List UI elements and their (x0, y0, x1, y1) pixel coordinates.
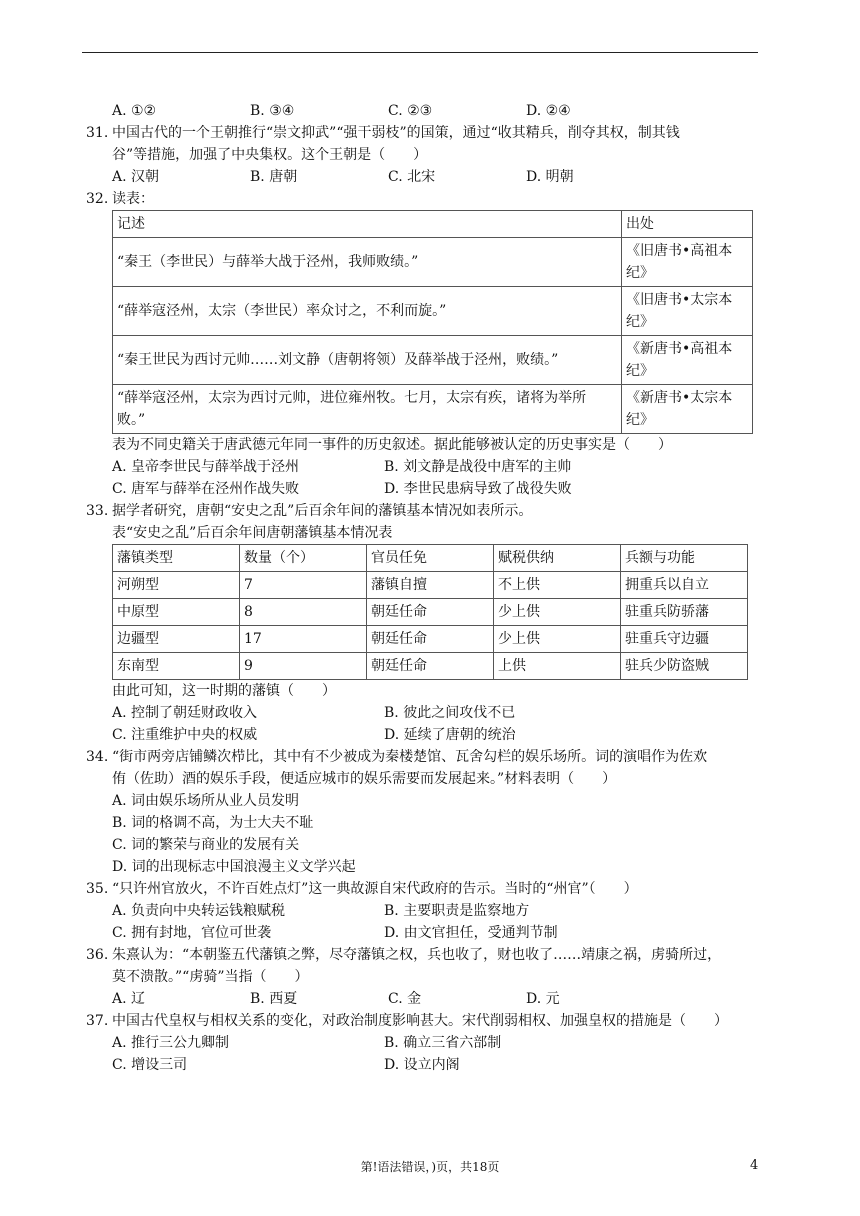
option-b: B. 确立三省六部制 (384, 1035, 502, 1051)
table-row (113, 336, 753, 385)
fanzhen-table (112, 544, 748, 680)
question-32 (86, 188, 762, 210)
question-text: “只许州官放火，不许百姓点灯”这一典故源自宋代政府的告示。当时的“州官”（ ） (112, 881, 638, 897)
option-d: D. 由文官担任，受通判节制 (384, 925, 558, 941)
table-cell (622, 238, 753, 287)
table-cell: 少上供 (494, 599, 621, 626)
page-content (86, 100, 762, 1076)
table-header-row (113, 545, 748, 572)
option-a: A. 皇帝李世民与薛举战于泾州 (112, 459, 300, 475)
table-cell: “薛举寇泾州，太宗（李世民）率众讨之，不利而旋。” (113, 287, 622, 336)
option-a: A. 辽 (112, 991, 146, 1007)
option-c: C. 唐军与薛举在泾州作战失败 (112, 481, 300, 497)
table-cell: “秦王（李世民）与薛举大战于泾州，我师败绩。” (113, 238, 622, 287)
question-33 (86, 500, 762, 522)
table-cell: 朝廷任命 (367, 626, 494, 653)
source-line: 《旧唐书•高祖本 (626, 243, 733, 259)
question-number: 37. (86, 1013, 109, 1029)
option-c: C. 增设三司 (112, 1057, 188, 1073)
table-cell: 拥重兵以自立 (621, 572, 748, 599)
question-text: “街市两旁店铺鳞次栉比，其中有不少被成为秦楼楚馆、瓦舍勾栏的娱乐场所。词的演唱作为佐欢 (112, 749, 708, 765)
table-cell: 少上供 (494, 626, 621, 653)
table-row (113, 572, 748, 599)
footer-page-info: 第!语法错误，)页，共18页 (360, 1160, 500, 1174)
table-cell: 朝廷任命 (367, 653, 494, 680)
table-header-cell: 兵额与功能 (621, 545, 748, 572)
header-rule (82, 52, 758, 53)
table-row (113, 653, 748, 680)
source-line: 《新唐书•高祖本 (626, 341, 733, 357)
question-number: 36. (86, 947, 109, 963)
question-31-options (86, 166, 762, 188)
option-b: B. 词的格调不高，为士大夫不耻 (112, 815, 314, 831)
table-cell: 中原型 (113, 599, 240, 626)
table-header-cell: 藩镇类型 (113, 545, 240, 572)
question-text-cont: 由此可知，这一时期的藩镇（ ） (112, 683, 336, 699)
option-a: A. 推行三公九卿制 (112, 1035, 230, 1051)
question-34 (86, 746, 762, 768)
option-a: A. 词由娱乐场所从业人员发明 (112, 793, 300, 809)
option-d: D. 词的出现标志中国浪漫主义文学兴起 (112, 859, 356, 875)
table-row (113, 385, 753, 434)
question-text: 朱熹认为：“本朝鉴五代藩镇之弊，尽夺藩镇之权，兵也收了，财也收了……靖康之祸，虏骑所过， (112, 947, 722, 963)
question-33-options (86, 702, 762, 724)
table-row (113, 599, 748, 626)
table-cell: 藩镇自擅 (367, 572, 494, 599)
table-cell: 驻重兵防骄藩 (621, 599, 748, 626)
record-line: “薛举寇泾州，太宗为西讨元帅，进位雍州牧。七月，太宗有疾，诸将为举所 (117, 390, 587, 406)
option-b: B. 彼此之间攻伐不已 (384, 705, 516, 721)
option-c: C. 注重维护中央的权威 (112, 727, 258, 743)
prev-question-options (86, 100, 762, 122)
option-b: B. 刘文静是战役中唐军的主帅 (384, 459, 572, 475)
table-cell: 17 (240, 626, 367, 653)
table-row (113, 626, 748, 653)
question-36 (86, 944, 762, 966)
table-cell: 河朔型 (113, 572, 240, 599)
source-line: 《旧唐书•太宗本 (626, 292, 733, 308)
option-d: D. 延续了唐朝的统治 (384, 727, 516, 743)
table-cell: 8 (240, 599, 367, 626)
source-line: 纪》 (626, 314, 654, 330)
table-cell (622, 385, 753, 434)
question-number: 34. (86, 749, 109, 765)
question-35 (86, 878, 762, 900)
question-35-options (86, 900, 762, 922)
question-number: 31. (86, 125, 109, 141)
option-b: B. 唐朝 (250, 169, 298, 185)
option-b: B. 西夏 (250, 991, 298, 1007)
option-c: C. 金 (388, 991, 422, 1007)
option-d: D. 明朝 (526, 169, 574, 185)
record-line: 败。” (117, 412, 146, 428)
table-header-row (113, 211, 753, 238)
table-cell (622, 336, 753, 385)
table-header-cell: 记述 (113, 211, 622, 238)
option-c: C. ②③ (388, 103, 433, 119)
table-header-cell: 出处 (622, 211, 753, 238)
question-text-cont: 谷”等措施，加强了中央集权。这个王朝是（ ） (112, 147, 428, 163)
source-line: 纪》 (626, 363, 654, 379)
table-cell: 朝廷任命 (367, 599, 494, 626)
table-row (113, 287, 753, 336)
question-text: 据学者研究，唐朝“安史之乱”后百余年间的藩镇基本情况如表所示。 (112, 503, 533, 519)
table-header-cell: 赋税供纳 (494, 545, 621, 572)
question-37-options (86, 1032, 762, 1054)
question-33-options-2 (86, 724, 762, 746)
option-c: C. 拥有封地，官位可世袭 (112, 925, 272, 941)
question-text: 中国古代的一个王朝推行“崇文抑武”“强干弱枝”的国策，通过“收其精兵，削夺其权，制其钱 (112, 125, 680, 141)
source-line: 《新唐书•太宗本 (626, 390, 733, 406)
option-d: D. ②④ (526, 103, 571, 119)
table-header-cell: 官员任免 (367, 545, 494, 572)
question-32-options (86, 456, 762, 478)
table-cell (622, 287, 753, 336)
option-a: A. ①② (112, 103, 157, 119)
table-cell: 7 (240, 572, 367, 599)
table-cell: “秦王世民为西讨元帅……刘文静（唐朝将领）及薛举战于泾州，败绩。” (113, 336, 622, 385)
table-cell (113, 385, 622, 434)
table-cell: 9 (240, 653, 367, 680)
question-35-options-2 (86, 922, 762, 944)
table-cell: 驻重兵守边疆 (621, 626, 748, 653)
option-b: B. ③④ (250, 103, 295, 119)
question-31 (86, 122, 762, 144)
table-cell: 不上供 (494, 572, 621, 599)
table-row (113, 238, 753, 287)
question-text-cont: 莫不溃散。”“虏骑”当指（ ） (112, 969, 309, 985)
table-cell: 上供 (494, 653, 621, 680)
question-text: 中国古代皇权与相权关系的变化，对政治制度影响甚大。宋代削弱相权、加强皇权的措施是（ ） (112, 1013, 728, 1029)
footer-page-number: 4 (750, 1158, 759, 1173)
question-text: 读表： (112, 191, 154, 207)
question-36-options (86, 988, 762, 1010)
option-b: B. 主要职责是监察地方 (384, 903, 530, 919)
option-a: A. 汉朝 (112, 169, 160, 185)
table-cell: 驻兵少防盗贼 (621, 653, 748, 680)
option-d: D. 元 (526, 991, 560, 1007)
question-37-options-2 (86, 1054, 762, 1076)
source-line: 纪》 (626, 265, 654, 281)
question-32-options-2 (86, 478, 762, 500)
table-header-cell: 数量（个） (240, 545, 367, 572)
question-37 (86, 1010, 762, 1032)
question-number: 35. (86, 881, 109, 897)
table-cell: 边疆型 (113, 626, 240, 653)
question-number: 33. (86, 503, 109, 519)
question-text-cont: 侑（佐助）酒的娱乐手段，便适应城市的娱乐需要而发展起来。”材料表明（ ） (112, 771, 617, 787)
option-c: C. 词的繁荣与商业的发展有关 (112, 837, 300, 853)
option-a: A. 负责向中央转运钱粮赋税 (112, 903, 286, 919)
question-number: 32. (86, 191, 109, 207)
table-caption: 表“安史之乱”后百余年间唐朝藩镇基本情况表 (112, 525, 393, 541)
option-a: A. 控制了朝廷财政收入 (112, 705, 258, 721)
question-text-cont: 表为不同史籍关于唐武德元年同一事件的历史叙述。据此能够被认定的历史事实是（ ） (112, 437, 672, 453)
option-c: C. 北宋 (388, 169, 436, 185)
table-cell: 东南型 (113, 653, 240, 680)
source-line: 纪》 (626, 412, 654, 428)
option-d: D. 设立内阁 (384, 1057, 460, 1073)
option-d: D. 李世民患病导致了战役失败 (384, 481, 572, 497)
history-records-table (112, 210, 753, 434)
